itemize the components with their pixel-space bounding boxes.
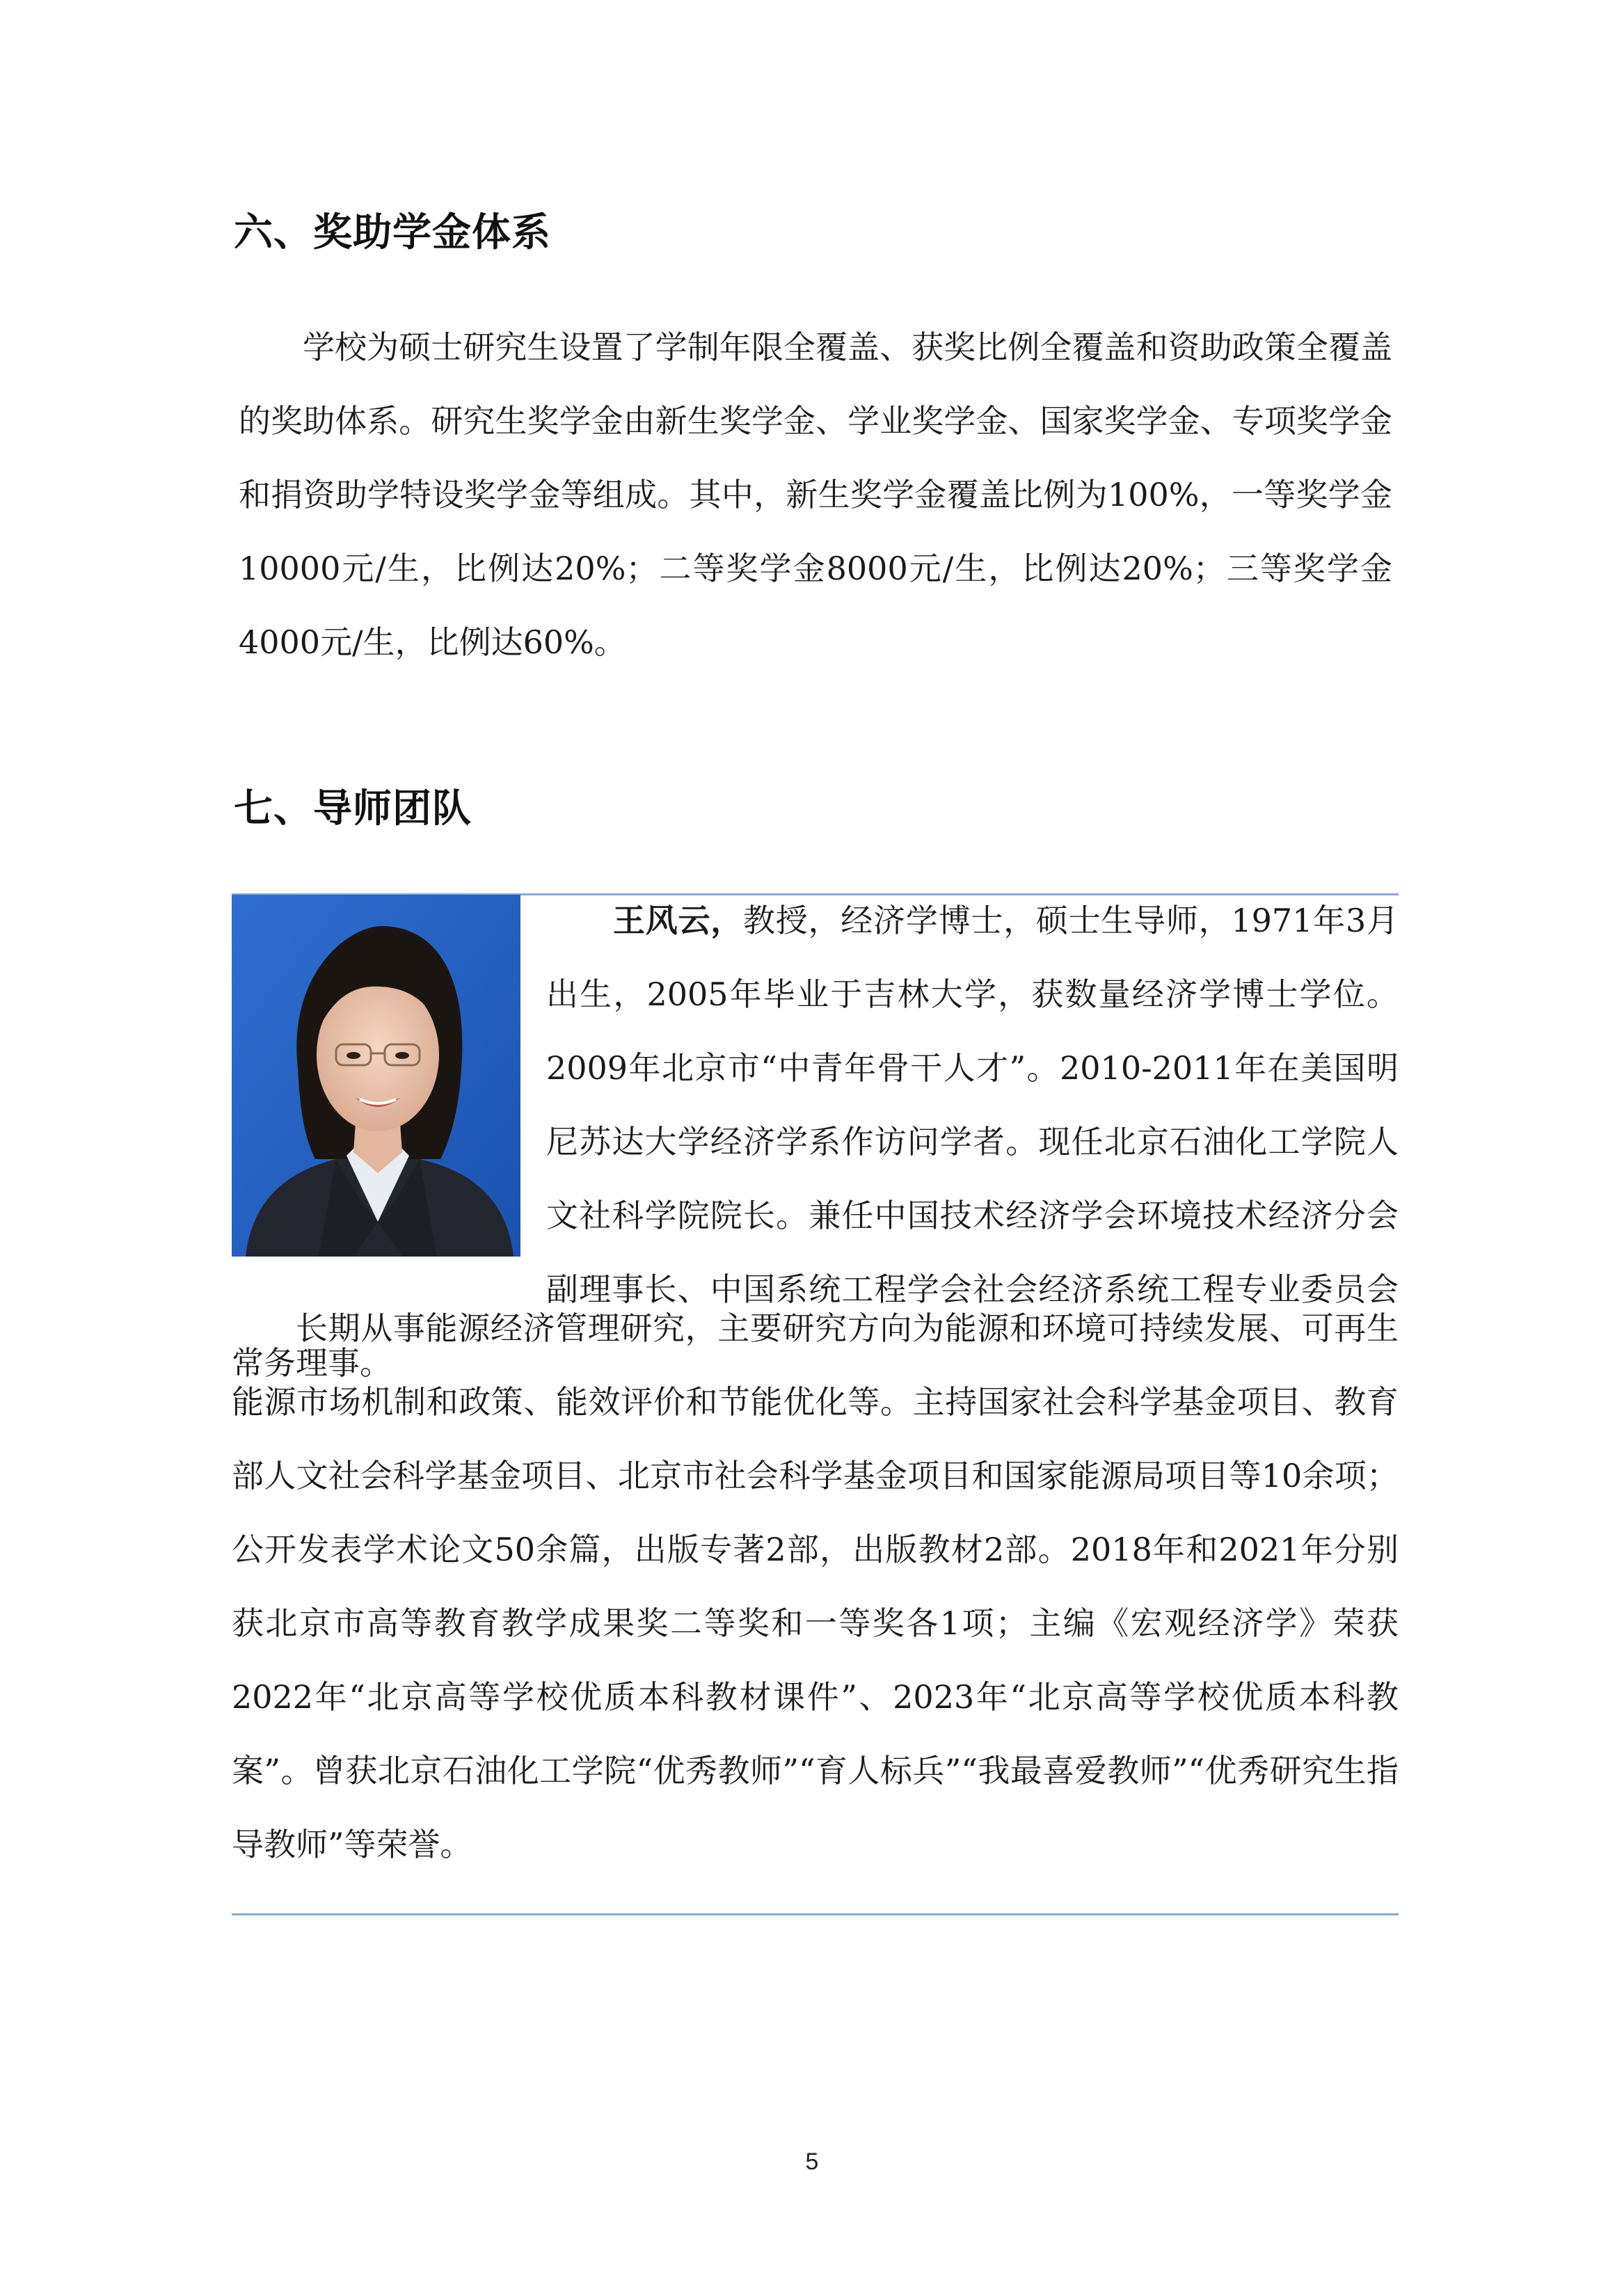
scholarship-paragraph: 学校为硕士研究生设置了学制年限全覆盖、获奖比例全覆盖和资助政策全覆盖的奖助体系。研究生奖学金由新生奖学金、学业奖学金、国家奖学金、专项奖学金和捐资助学特设奖学金等组成。其中，新生奖学金覆盖比例为100%，一等奖学金10000元/生，比例达20%；二等奖学金8000元/生，比例达20%；三等奖学金4000元/生，比例达60%。 [239,328,1392,661]
page-number: 5 [805,2148,819,2175]
section-heading-scholarship: 六、奖助学金体系 [234,210,551,255]
photo-spacer [232,884,546,1255]
advisor-name: 王风云， [613,902,744,939]
section-heading-advisor-team: 七、导师团队 [234,786,472,831]
advisor-intro-text: 教授，经济学博士，硕士生导师，1971年3月出生，2005年毕业于吉林大学，获数量经济学博士学位。2009年北京市“中青年骨干人才”。2010-2011年在美国明尼苏达大学经济学系作访问学者。现任北京石油化工学院人文社科学院院长。兼任中国技术经济学会环境技术经济分会副理事长、中国系统工程学会社会经济系统工程专业委员会常务理事。 [232,902,1399,1382]
bottom-divider [232,1913,1399,1915]
advisor-research-paragraph: 长期从事能源经济管理研究，主要研究方向为能源和环境可持续发展、可再生能源市场机制和政策、能效评价和节能优化等。主持国家社会科学基金项目、教育部人文社会科学基金项目、北京市社会科学基金项目和国家能源局项目等10余项；公开发表学术论文50余篇，出版专著2部，出版教材2部。2018年和2021年分别获北京市高等教育教学成果奖二等奖和一等奖各1项；主编《宏观经济学》荣获2022年“北京高等学校优质本科教材课件”、2023年“北京高等学校优质本科教案”。曾获北京石油化工学院“优秀教师”“育人标兵”“我最喜爱教师”“优秀研究生指导教师”等荣誉。 [232,1309,1399,1863]
